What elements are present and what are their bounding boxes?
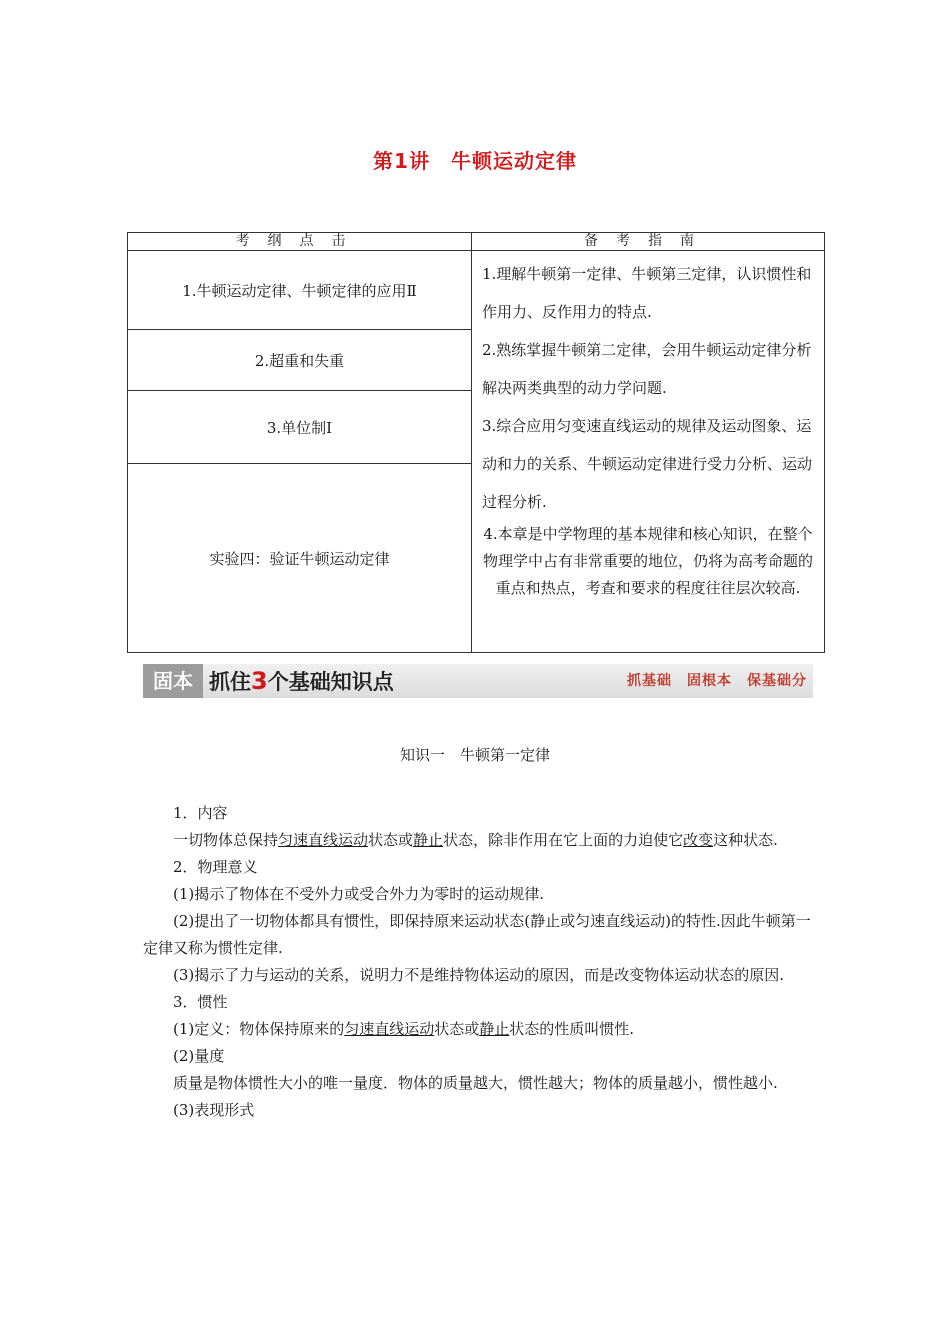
outline-table bbox=[127, 232, 825, 653]
heading-content: 1．内容 bbox=[173, 804, 228, 822]
banner-number: 3 bbox=[251, 667, 268, 695]
underlined-answer: 静止 bbox=[413, 831, 444, 849]
guide-item: 2.熟练掌握牛顿第二定律，会用牛顿运动定律分析解决两类典型的动力学问题. bbox=[482, 341, 812, 397]
right-header: 备考指南 bbox=[472, 233, 825, 251]
meaning-item: (1)揭示了物体在不受外力或受合外力为零时的运动规律. bbox=[173, 885, 545, 903]
text: 状态的性质叫惯性. bbox=[509, 1020, 635, 1038]
section-banner bbox=[143, 664, 813, 698]
heading-meaning: 2．物理意义 bbox=[173, 858, 258, 876]
text: 状态或 bbox=[368, 831, 414, 849]
underlined-answer: 静止 bbox=[479, 1020, 510, 1038]
banner-heading bbox=[209, 664, 394, 698]
underlined-answer: 匀速直线运动 bbox=[344, 1020, 435, 1038]
inertia-measure-heading: (2)量度 bbox=[173, 1047, 225, 1065]
content-body bbox=[143, 800, 813, 1124]
section-title: 知识一 牛顿第一定律 bbox=[399, 746, 550, 764]
inertia-measure-text: 质量是物体惯性大小的唯一量度．物体的质量越大，惯性越大；物体的质量越小，惯性越小. bbox=[173, 1074, 778, 1092]
guide-item: 3.综合应用匀变速直线运动的规律及运动图象、运动和力的关系、牛顿运动定律进行受力分析、运动过程分析. bbox=[482, 417, 813, 511]
text: 一切物体总保持 bbox=[173, 831, 279, 849]
banner-slogan: 抓基础 固根本 保基础分 bbox=[627, 673, 807, 689]
text: 状态或 bbox=[434, 1020, 480, 1038]
text: (1)定义：物体保持原来的 bbox=[173, 1020, 345, 1038]
text: 状态，除非作用在它上面的力迫使它 bbox=[443, 831, 684, 849]
inertia-definition bbox=[143, 1016, 813, 1043]
outline-item: 1.牛顿运动定律、牛顿定律的应用Ⅱ bbox=[128, 251, 472, 330]
banner-suffix: 个基础知识点 bbox=[267, 670, 394, 694]
meaning-item: (3)揭示了力与运动的关系，说明力不是维持物体运动的原因，而是改变物体运动状态的原因. bbox=[173, 966, 785, 984]
meaning-item: (2)提出了一切物体都具有惯性，即保持原来运动状态(静止或匀速直线运动)的特性.因此牛顿第一定律又称为惯性定律. bbox=[143, 912, 811, 957]
heading-inertia: 3．惯性 bbox=[173, 993, 228, 1011]
banner-tag: 固本 bbox=[143, 664, 203, 698]
left-header: 考纲点击 bbox=[128, 233, 472, 251]
outline-item: 2.超重和失重 bbox=[128, 330, 472, 391]
inertia-forms-heading: (3)表现形式 bbox=[173, 1101, 255, 1119]
content-paragraph bbox=[143, 827, 813, 854]
underlined-answer: 改变 bbox=[683, 831, 714, 849]
outline-item: 3.单位制Ⅰ bbox=[128, 391, 472, 464]
text: 这种状态. bbox=[713, 831, 778, 849]
page-title: 第1讲 牛顿运动定律 bbox=[373, 149, 577, 173]
underlined-answer: 匀速直线运动 bbox=[278, 831, 369, 849]
guide-item: 1.理解牛顿第一定律、牛顿第三定律，认识惯性和作用力、反作用力的特点. bbox=[482, 265, 812, 321]
banner-prefix: 抓住 bbox=[209, 670, 251, 694]
guide-cell bbox=[472, 251, 825, 653]
outline-item: 实验四：验证牛顿运动定律 bbox=[128, 464, 472, 653]
guide-item: 4.本章是中学物理的基本规律和核心知识，在整个物理学中占有非常重要的地位，仍将为高考命题的重点和热点，考查和要求的程度往往层次较高. bbox=[482, 525, 813, 597]
